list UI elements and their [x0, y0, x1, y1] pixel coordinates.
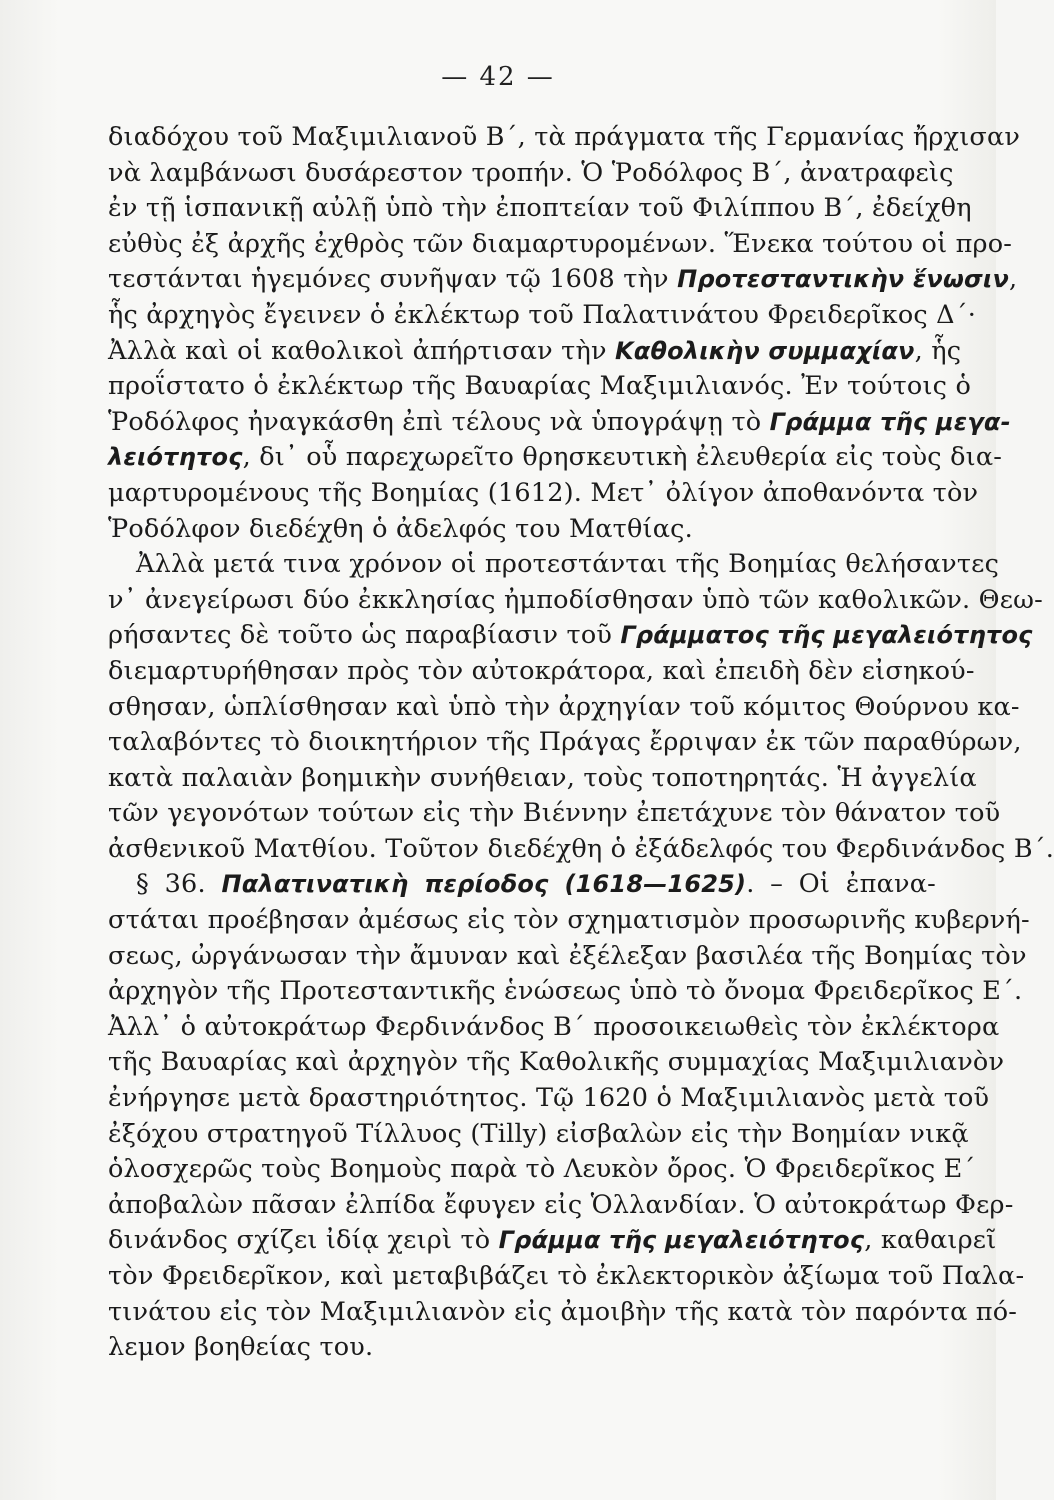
text-line	[108, 476, 979, 512]
text-segment: κατὰ παλαιὰν βοημικὴν συνήθειαν, τοὺς τοποτηρητάς. Ἡ ἀγγελία	[108, 762, 977, 793]
text-line	[108, 262, 1018, 298]
text-segment: ρήσαντες δὲ τοῦτο ὡς παραβίασιν τοῦ	[108, 620, 621, 651]
text-segment: , καθαιρεῖ	[864, 1225, 997, 1256]
text-segment: λεμον βοηθείας του.	[108, 1332, 374, 1363]
text-line	[108, 867, 936, 903]
text-segment: ἐνήργησε μετὰ δραστηριότητος. Τῷ 1620 ὁ Μαξιμιλιανὸς μετὰ τοῦ	[108, 1083, 990, 1114]
text-segment: στάται προέβησαν ἀμέσως εἰς τὸν σχηματισμὸν προσωρινῆς κυβερνή-	[108, 905, 1030, 936]
text-segment: τεστάνται ἡγεμόνες συνῆψαν τῷ 1608 τὴν	[108, 264, 678, 295]
text-segment: τῶν γεγονότων τούτων εἰς τὴν Βιέννην ἐπετάχυνε τὸν θάνατον τοῦ	[108, 798, 1001, 829]
text-line	[108, 1117, 969, 1153]
text-line	[108, 654, 975, 690]
text-line	[108, 405, 1011, 441]
page-number: — 42 —	[441, 62, 555, 92]
text-segment: ἀρχηγὸν τῆς Προτεσταντικῆς ἑνώσεως ὑπὸ τὸ ὄνομα Φρειδερῖκος Ε΄.	[108, 976, 1023, 1007]
text-line	[108, 1188, 1014, 1224]
text-line	[108, 583, 1043, 619]
text-segment: , ἧς	[914, 335, 962, 366]
text-segment: διαδόχου τοῦ Μαξιμιλιανοῦ Β΄, τὰ πράγματα τῆς Γερμανίας ἤρχισαν	[108, 122, 1021, 152]
text-segment: Ἀλλὰ καὶ οἱ καθολικοὶ ἀπήρτισαν τὴν	[108, 335, 615, 366]
text-segment: , δι᾽ οὗ παρεχωρεῖτο θρησκευτικὴ ἐλευθερία εἰς τοὺς δια-	[242, 442, 1003, 473]
text-line	[108, 1295, 1018, 1331]
emphasized-text: Παλατινατικὴ περίοδος (1618—1625)	[221, 870, 747, 899]
text-line	[108, 298, 977, 334]
text-segment: ν᾽ ἀνεγείρωσι δύο ἐκκλησίας ἠμποδίσθησαν ὑπὸ τῶν καθολικῶν. Θεω-	[108, 584, 1043, 615]
text-line	[108, 761, 977, 797]
text-line	[108, 1081, 990, 1117]
text-segment: ἀσθενικοῦ Ματθίου. Τοῦτον διεδέχθη ὁ ἐξάδελφός του Φερδινάνδος Β΄.	[108, 833, 1054, 864]
text-line	[108, 725, 1022, 761]
emphasized-text: Γράμμα τῆς μεγαλειότητος	[498, 1226, 865, 1255]
emphasized-text: Γράμμα τῆς μεγα-	[769, 407, 1011, 436]
text-line	[108, 512, 936, 548]
text-segment: δινάνδος σχίζει ἰδίᾳ χειρὶ τὸ	[108, 1225, 499, 1256]
emphasized-text: Γράμματος τῆς μεγαλειότητος	[620, 621, 1033, 650]
text-segment: ἧς ἀρχηγὸς ἔγεινεν ὁ ἐκλέκτωρ τοῦ Παλατινάτου Φρειδερῖκος Δ΄·	[108, 299, 977, 330]
text-line	[108, 796, 1001, 832]
text-line	[108, 334, 962, 370]
text-segment: ὁλοσχερῶς τοὺς Βοημοὺς παρὰ τὸ Λευκὸν ὄρος. Ὁ Φρειδερῖκος Ε΄	[108, 1154, 976, 1185]
text-segment: σθησαν, ὡπλίσθησαν καὶ ὑπὸ τὴν ἀρχηγίαν τοῦ κόμιτος Θούρνου κα-	[108, 691, 1020, 722]
text-segment: Ἀλλὰ μετά τινα χρόνον οἱ προτεστάνται τῆς Βοημίας θελήσαντες	[136, 549, 1000, 580]
text-line	[108, 440, 1003, 476]
text-segment: μαρτυρομένους τῆς Βοημίας (1612). Μετ᾽ ὀλίγον ἀποθανόντα τὸν	[108, 477, 979, 508]
text-segment: νὰ λαμβάνωσι δυσάρεστον τροπήν. Ὁ Ῥοδόλφος Β΄, ἀνατραφεὶς	[108, 157, 954, 188]
text-line	[108, 690, 1020, 726]
text-segment: Ῥοδόλφον διεδέχθη ὁ ἀδελφός του Ματθίας.	[108, 513, 693, 544]
text-segment: διεμαρτυρήθησαν πρὸς τὸν αὐτοκράτορα, καὶ ἐπειδὴ δὲν εἰσηκού-	[108, 655, 975, 686]
text-segment: ταλαβόντες τὸ διοικητήριον τῆς Πράγας ἔρριψαν ἐκ τῶν παραθύρων,	[108, 727, 1022, 758]
text-segment: ἐξόχου στρατηγοῦ Τίλλυος (Tilly) εἰσβαλὼν εἰς τὴν Βοημίαν νικᾷ	[108, 1118, 969, 1149]
text-line	[108, 1259, 1025, 1295]
text-segment: § 36.	[136, 869, 222, 900]
text-line	[108, 191, 972, 227]
text-line	[108, 1010, 1000, 1046]
text-line	[108, 1152, 976, 1188]
text-segment: ἐν τῇ ἱσπανικῇ αὐλῇ ὑπὸ τὴν ἐποπτείαν τοῦ Φιλίππου Β΄, ἐδείχθη	[108, 193, 972, 224]
text-line	[108, 832, 1054, 868]
text-line	[108, 120, 1021, 156]
emphasized-text: Καθολικὴν συμμαχίαν	[614, 336, 915, 365]
text-segment: τὸν Φρειδερῖκον, καὶ μεταβιβάζει τὸ ἐκλεκτορικὸν ἀξίωμα τοῦ Παλα-	[108, 1261, 1025, 1291]
text-segment: ἀποβαλὼν πᾶσαν ἐλπίδα ἔφυγεν εἰς Ὁλλανδίαν. Ὁ αὐτοκράτωρ Φερ-	[108, 1189, 1014, 1220]
text-line	[108, 227, 1013, 263]
text-segment: ,	[1009, 264, 1018, 295]
text-line	[108, 903, 1030, 939]
text-segment: Ῥοδόλφος ἠναγκάσθη ἐπὶ τέλους νὰ ὑπογράψῃ τὸ	[108, 406, 770, 437]
text-line	[108, 369, 972, 405]
text-segment: . – Οἱ ἐπανα-	[746, 869, 936, 900]
text-line	[108, 618, 1033, 654]
emphasized-text: Προτεσταντικὴν ἕνωσιν	[677, 265, 1010, 294]
body-text	[108, 120, 1054, 1366]
text-segment: προΐστατο ὁ ἐκλέκτωρ τῆς Βαυαρίας Μαξιμιλιανός. Ἐν τούτοις ὁ	[108, 371, 972, 402]
text-line	[108, 1045, 1005, 1081]
text-segment: εὐθὺς ἐξ ἀρχῆς ἐχθρὸς τῶν διαμαρτυρομένων. Ἕνεκα τούτου οἱ προ-	[108, 228, 1013, 259]
text-line	[108, 939, 1027, 975]
text-segment: σεως, ὠργάνωσαν τὴν ἄμυναν καὶ ἐξέλεξαν βασιλέα τῆς Βοημίας τὸν	[108, 940, 1027, 971]
text-line	[108, 1223, 997, 1259]
text-segment: Ἀλλ᾽ ὁ αὐτοκράτωρ Φερδινάνδος Β΄ προσοικειωθεὶς τὸν ἐκλέκτορα	[108, 1011, 1000, 1042]
emphasized-text: λειότητος	[108, 443, 243, 472]
text-line	[108, 547, 1000, 583]
text-line	[108, 1330, 936, 1366]
text-line	[108, 974, 1023, 1010]
text-segment: τινάτου εἰς τὸν Μαξιμιλιανὸν εἰς ἀμοιβὴν τῆς κατὰ τὸν παρόντα πό-	[108, 1296, 1018, 1327]
text-segment: τῆς Βαυαρίας καὶ ἀρχηγὸν τῆς Καθολικῆς συμμαχίας Μαξιμιλιανὸν	[108, 1047, 1005, 1078]
text-line	[108, 156, 954, 192]
